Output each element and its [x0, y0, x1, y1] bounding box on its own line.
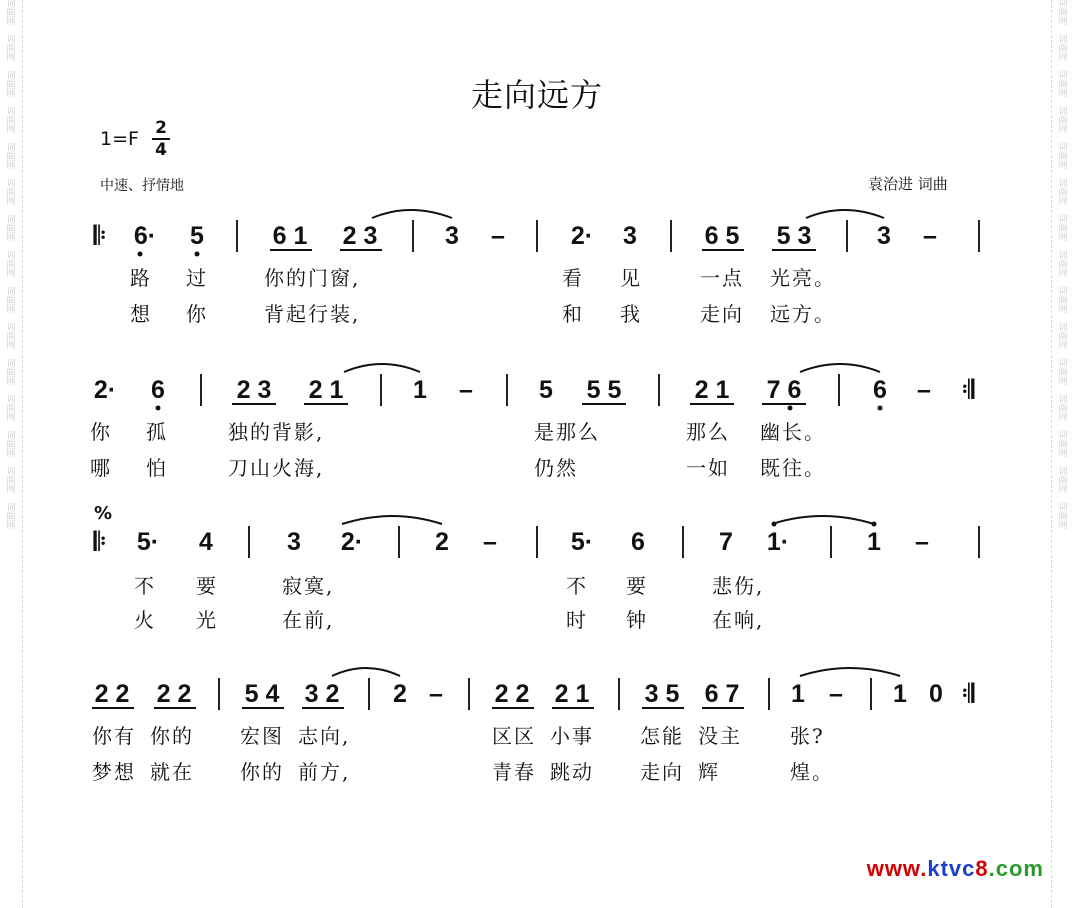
lyric: 和 — [562, 302, 584, 326]
lyric: 在响, — [712, 608, 765, 632]
note-extension: – — [923, 222, 937, 250]
note: 2· — [340, 528, 364, 556]
note: 7 6 — [766, 376, 802, 404]
lyric: 你 — [90, 420, 112, 444]
bar-line — [412, 220, 414, 252]
note-extension: – — [829, 680, 843, 708]
note: 6 7 — [704, 680, 740, 708]
note: 3 5 — [644, 680, 680, 708]
lyric: 跳动 — [550, 760, 594, 784]
lyric: 背起行装, — [264, 302, 361, 326]
note: 5 4 — [244, 680, 280, 708]
bar-line — [368, 678, 370, 710]
note: 6 — [151, 376, 165, 404]
note: 3 — [623, 222, 637, 250]
bar-line — [506, 374, 508, 406]
lyric: 区区 — [492, 724, 536, 748]
note: 2· — [570, 222, 594, 250]
note-extension: – — [483, 528, 497, 556]
lyric: 看 — [562, 266, 584, 290]
note: 5 5 — [586, 376, 622, 404]
lyric: 前方, — [298, 760, 351, 784]
composer-credit: 袁治进 词曲 — [868, 175, 948, 193]
bar-line — [536, 526, 538, 558]
lyric: 是那么 — [534, 420, 600, 444]
note-extension: – — [491, 222, 505, 250]
note: 2 — [435, 528, 449, 556]
watermark-part: ktvc — [927, 856, 976, 881]
lyric: 见 — [620, 266, 642, 290]
note: 5 — [190, 222, 204, 250]
lyric: 要 — [196, 574, 218, 598]
note: 5· — [570, 528, 594, 556]
note: 1 — [791, 680, 805, 708]
song-title: 走向远方 — [470, 76, 603, 114]
lyric: 你的门窗, — [264, 266, 361, 290]
note: 5 3 — [776, 222, 812, 250]
note: 3 2 — [304, 680, 340, 708]
lyric: 小事 — [550, 724, 594, 748]
bar-line — [838, 374, 840, 406]
note: 2· — [93, 376, 117, 404]
watermark-part: .com — [988, 856, 1044, 881]
lyric: 仍然 — [534, 456, 578, 480]
lyric: 远方。 — [770, 302, 836, 326]
lyric: 一如 — [686, 456, 730, 480]
lyric: 辉 — [698, 760, 720, 784]
bar-line — [830, 526, 832, 558]
note: 6· — [133, 222, 157, 250]
watermark-part: 8 — [975, 856, 989, 881]
note-extension: – — [917, 376, 931, 404]
lyric: 你的 — [150, 724, 194, 748]
lyric: 我 — [620, 302, 642, 326]
note: 2 1 — [308, 376, 344, 404]
repeat-end-sign: 𝄇 — [961, 680, 975, 708]
time-signature — [152, 118, 170, 160]
lyric: 寂寞, — [282, 574, 335, 598]
lyric: 怎能 — [640, 724, 684, 748]
watermark-part: www. — [866, 856, 928, 881]
lyric: 想 — [130, 302, 152, 326]
note: 1 — [413, 376, 427, 404]
note: 5 — [539, 376, 553, 404]
bar-line — [536, 220, 538, 252]
lyric: 青春 — [492, 760, 536, 784]
lyric: 光亮。 — [770, 266, 836, 290]
note: 6 — [873, 376, 887, 404]
lyric: 在前, — [282, 608, 335, 632]
bar-line — [618, 678, 620, 710]
bar-line — [200, 374, 202, 406]
note: 1 — [893, 680, 907, 708]
note: 3 — [877, 222, 891, 250]
lyric: 你的 — [240, 760, 284, 784]
bar-line — [658, 374, 660, 406]
lyric: 那么 — [686, 420, 730, 444]
note: 2 3 — [342, 222, 378, 250]
key-signature: 1=F — [100, 128, 139, 150]
bar-line — [870, 678, 872, 710]
bar-line — [682, 526, 684, 558]
note: 3 — [287, 528, 301, 556]
lyric: 志向, — [298, 724, 351, 748]
repeat-start-sign: 𝄆 — [93, 528, 107, 556]
bar-line — [468, 678, 470, 710]
note-extension: – — [459, 376, 473, 404]
watermark-strip-left: 词 曲 网 词 曲 网 词 曲 网 词 曲 网 词 曲 网 词 曲 网 词 曲 网 词 曲 网 词 曲 网 词 曲 网 词 曲 网 词 曲 网 词 曲 网 词 曲 网 词 曲 网 — [0, 0, 23, 908]
repeat-end-sign: 𝄇 — [961, 376, 975, 404]
lyric: 你 — [186, 302, 208, 326]
note: 1· — [766, 528, 790, 556]
lyric: 不 — [566, 574, 588, 598]
note: 2 2 — [494, 680, 530, 708]
lyric: 悲伤, — [712, 574, 765, 598]
note-extension: – — [429, 680, 443, 708]
lyric: 路 — [130, 266, 152, 290]
note: 2 1 — [554, 680, 590, 708]
lyric: 光 — [196, 608, 218, 632]
lyric: 钟 — [626, 608, 648, 632]
bar-line — [398, 526, 400, 558]
lyric: 要 — [626, 574, 648, 598]
bar-line — [670, 220, 672, 252]
bar-line — [248, 526, 250, 558]
note: 6 1 — [272, 222, 308, 250]
note: 2 2 — [156, 680, 192, 708]
lyric: 过 — [186, 266, 208, 290]
note: 2 3 — [236, 376, 272, 404]
bar-line — [218, 678, 220, 710]
note: 2 2 — [94, 680, 130, 708]
site-watermark — [867, 856, 1044, 882]
note: 7 — [719, 528, 733, 556]
note: 4 — [199, 528, 213, 556]
tempo-marking: 中速、抒情地 — [100, 178, 184, 194]
rest: 0 — [929, 680, 943, 708]
note: 2 — [393, 680, 407, 708]
lyric: 刀山火海, — [228, 456, 325, 480]
lyric: 不 — [134, 574, 156, 598]
repeat-start-sign: 𝄆 — [93, 222, 107, 250]
bar-line — [768, 678, 770, 710]
lyric: 张? — [790, 724, 825, 748]
lyric: 怕 — [146, 456, 168, 480]
time-signature-top: 2 — [152, 118, 170, 140]
lyric: 一点 — [700, 266, 744, 290]
time-signature-bottom: 4 — [155, 140, 167, 160]
lyric: 你有 — [92, 724, 136, 748]
lyric: 火 — [134, 608, 156, 632]
bar-line — [978, 220, 980, 252]
lyric: 走向 — [640, 760, 684, 784]
bar-line — [846, 220, 848, 252]
lyric: 走向 — [700, 302, 744, 326]
lyric: 幽长。 — [760, 420, 826, 444]
note: 2 1 — [694, 376, 730, 404]
note: 6 — [631, 528, 645, 556]
lyric: 梦想 — [92, 760, 136, 784]
note: 3 — [445, 222, 459, 250]
watermark-strip-right: 词 曲 网 词 曲 网 词 曲 网 词 曲 网 词 曲 网 词 曲 网 词 曲 网 词 曲 网 词 曲 网 词 曲 网 词 曲 网 词 曲 网 词 曲 网 词 曲 网 词 曲 网 — [1051, 0, 1074, 908]
segno-sign: % — [94, 503, 113, 524]
bar-line — [978, 526, 980, 558]
lyric: 煌。 — [790, 760, 834, 784]
lyric: 独的背影, — [228, 420, 325, 444]
bar-line — [380, 374, 382, 406]
lyric: 就在 — [150, 760, 194, 784]
bar-line — [236, 220, 238, 252]
note: 5· — [136, 528, 160, 556]
lyric: 哪 — [90, 456, 112, 480]
lyric: 宏图 — [240, 724, 284, 748]
note-extension: – — [915, 528, 929, 556]
note: 1 — [867, 528, 881, 556]
note: 6 5 — [704, 222, 740, 250]
lyric: 既往。 — [760, 456, 826, 480]
lyric: 孤 — [146, 420, 168, 444]
lyric: 没主 — [698, 724, 742, 748]
lyric: 时 — [566, 608, 588, 632]
